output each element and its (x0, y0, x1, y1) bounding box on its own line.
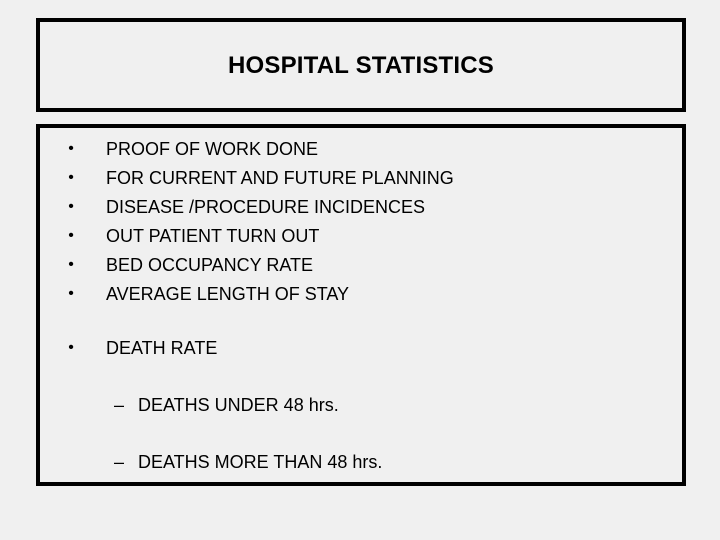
bullet-icon: • (68, 339, 74, 356)
dash-icon: – (113, 395, 124, 415)
bullet-text: AVERAGE LENGTH OF STAY (106, 284, 350, 304)
death-rate-label: DEATH RATE (106, 338, 218, 358)
bullet-icon: • (68, 285, 74, 302)
bullet-icon: • (68, 256, 74, 273)
bullet-text: FOR CURRENT AND FUTURE PLANNING (106, 168, 454, 188)
content-box (36, 124, 686, 486)
bullet-icon: • (68, 227, 74, 244)
dash-icon: – (113, 452, 124, 472)
slide-title: HOSPITAL STATISTICS (227, 52, 495, 79)
title-box (36, 18, 686, 112)
bullet-text: DISEASE /PROCEDURE INCIDENCES (106, 197, 426, 217)
bullet-icon: • (68, 169, 74, 186)
sub-item-text: DEATHS MORE THAN 48 hrs. (138, 452, 383, 472)
bullet-text: OUT PATIENT TURN OUT (106, 226, 320, 246)
bullet-icon: • (68, 198, 74, 215)
bullet-icon: • (68, 140, 74, 157)
bullet-text: PROOF OF WORK DONE (106, 139, 319, 159)
sub-item-text: DEATHS UNDER 48 hrs. (138, 395, 339, 415)
bullet-text: BED OCCUPANCY RATE (106, 255, 314, 275)
